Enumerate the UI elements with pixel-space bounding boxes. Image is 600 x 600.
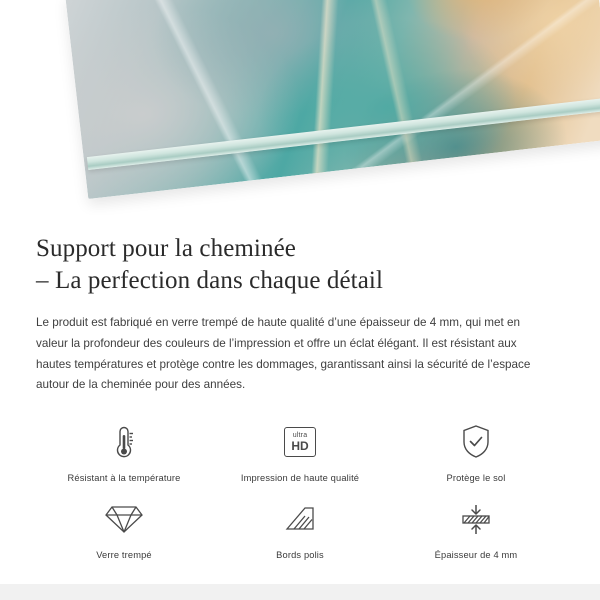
page-title-line-1: Support pour la cheminée: [36, 235, 296, 262]
sparkle-icon: [556, 182, 574, 200]
feature-label: Résistant à la température: [67, 473, 181, 484]
feature-item: [388, 497, 564, 560]
feature-item: [212, 497, 388, 560]
feature-label: Épaisseur de 4 mm: [434, 550, 518, 561]
ultra-hd-badge-top: ultra: [292, 432, 308, 440]
ultra-hd-badge-bottom: HD: [291, 439, 309, 454]
polished-edges-icon: [283, 497, 317, 541]
feature-label: Protège le sol: [446, 473, 506, 484]
shield-check-icon: [460, 420, 492, 464]
description-paragraph: Le produit est fabriqué en verre trempé de haute qualité d’une épaisseur de 4 mm, qui met en valeur la profondeur des couleurs de l’impression et offre un éclat élégant. Il est résistant aux hautes températures et protège contre les dommages, garantissant ainsi la sécurité de l’espace autour de la cheminée pour des années.: [36, 316, 531, 392]
text-content: [0, 215, 600, 396]
feature-label: Bords polis: [276, 550, 324, 561]
sparkle-icon: [502, 168, 528, 194]
footer-bar: [0, 584, 600, 600]
feature-item: [388, 420, 564, 483]
feature-label: Verre trempé: [96, 550, 152, 561]
thermometer-icon: [111, 420, 137, 464]
feature-item: [36, 420, 212, 483]
feature-item: [36, 497, 212, 560]
thickness-icon: [459, 497, 493, 541]
page-title-line-2: – La perfection dans chaque détail: [36, 267, 383, 294]
feature-item: [212, 420, 388, 483]
hero-image: [0, 0, 600, 215]
ultra-hd-icon: [284, 420, 316, 464]
marble-veins: [65, 0, 600, 199]
glass-panel-artwork: [65, 0, 600, 199]
feature-label: Impression de haute qualité: [240, 473, 360, 484]
diamond-icon: [105, 497, 143, 541]
feature-grid: [36, 420, 564, 560]
page-title: [36, 233, 564, 297]
